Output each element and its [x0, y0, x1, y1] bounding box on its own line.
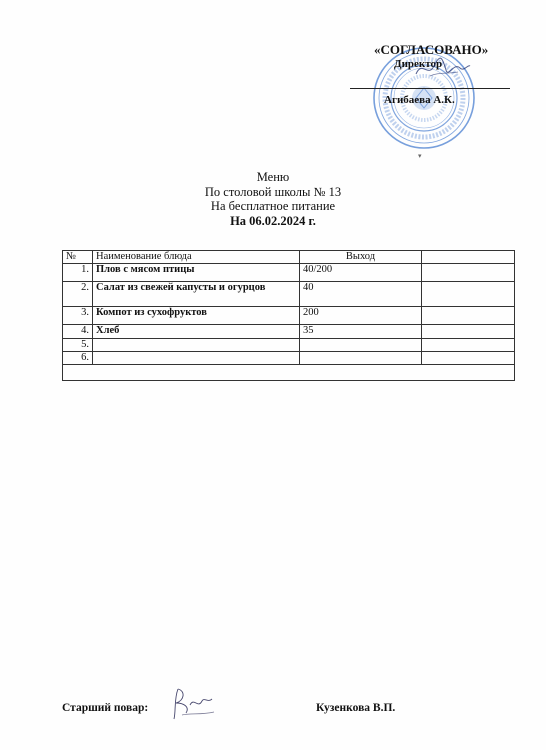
empty-merged-cell: [63, 365, 515, 381]
table-row: [63, 264, 515, 282]
stray-mark: ▾: [418, 152, 422, 160]
director-signature-icon: [412, 52, 472, 84]
menu-table: [62, 250, 515, 381]
table-header-row: [63, 251, 515, 264]
dish-name: [93, 352, 300, 365]
row-number: 3.: [63, 307, 93, 325]
row-number: 4.: [63, 325, 93, 339]
extra-cell: [422, 339, 515, 352]
column-header-output: Выход: [300, 251, 422, 264]
extra-cell: [422, 282, 515, 307]
dish-name: Хлеб: [93, 325, 300, 339]
table-row: [63, 282, 515, 307]
header-date: На 06.02.2024 г.: [230, 213, 316, 228]
header-school: По столовой школы № 13: [204, 184, 342, 199]
table-row: [63, 339, 515, 352]
column-header-extra: [422, 251, 515, 264]
dish-name: Салат из свежей капусты и огурцов: [93, 282, 300, 307]
row-number: 1.: [63, 264, 93, 282]
dish-name: Компот из сухофруктов: [93, 307, 300, 325]
dish-output: 200: [300, 307, 422, 325]
table-row: [63, 352, 515, 365]
row-number: 2.: [63, 282, 93, 307]
approval-block: [350, 40, 530, 150]
row-number: 5.: [63, 339, 93, 352]
director-name: Агибаева А.К.: [384, 94, 455, 106]
cook-label: Старший повар:: [62, 702, 149, 714]
dish-output: 40: [300, 282, 422, 307]
header-meal-type: На бесплатное питание: [210, 199, 336, 213]
dish-output: 40/200: [300, 264, 422, 282]
signature-line: [350, 88, 510, 89]
cook-signature-icon: [168, 685, 216, 721]
table-footer-row: [63, 365, 515, 381]
extra-cell: [422, 264, 515, 282]
table-row: [63, 325, 515, 339]
dish-output: [300, 352, 422, 365]
dish-name: Плов с мясом птицы: [93, 264, 300, 282]
dish-output: 35: [300, 325, 422, 339]
table-row: [63, 307, 515, 325]
document-header: [150, 170, 396, 228]
extra-cell: [422, 325, 515, 339]
cook-name: Кузенкова В.П.: [316, 702, 396, 714]
approval-title: «СОГЛАСОВАНО»: [374, 42, 489, 57]
column-header-number: №: [63, 251, 93, 264]
header-title: Меню: [256, 170, 290, 184]
extra-cell: [422, 307, 515, 325]
extra-cell: [422, 352, 515, 365]
column-header-dish: Наименование блюда: [93, 251, 300, 264]
menu-table-wrapper: [62, 250, 514, 381]
dish-output: [300, 339, 422, 352]
row-number: 6.: [63, 352, 93, 365]
approval-role: Директор: [394, 58, 443, 70]
dish-name: [93, 339, 300, 352]
